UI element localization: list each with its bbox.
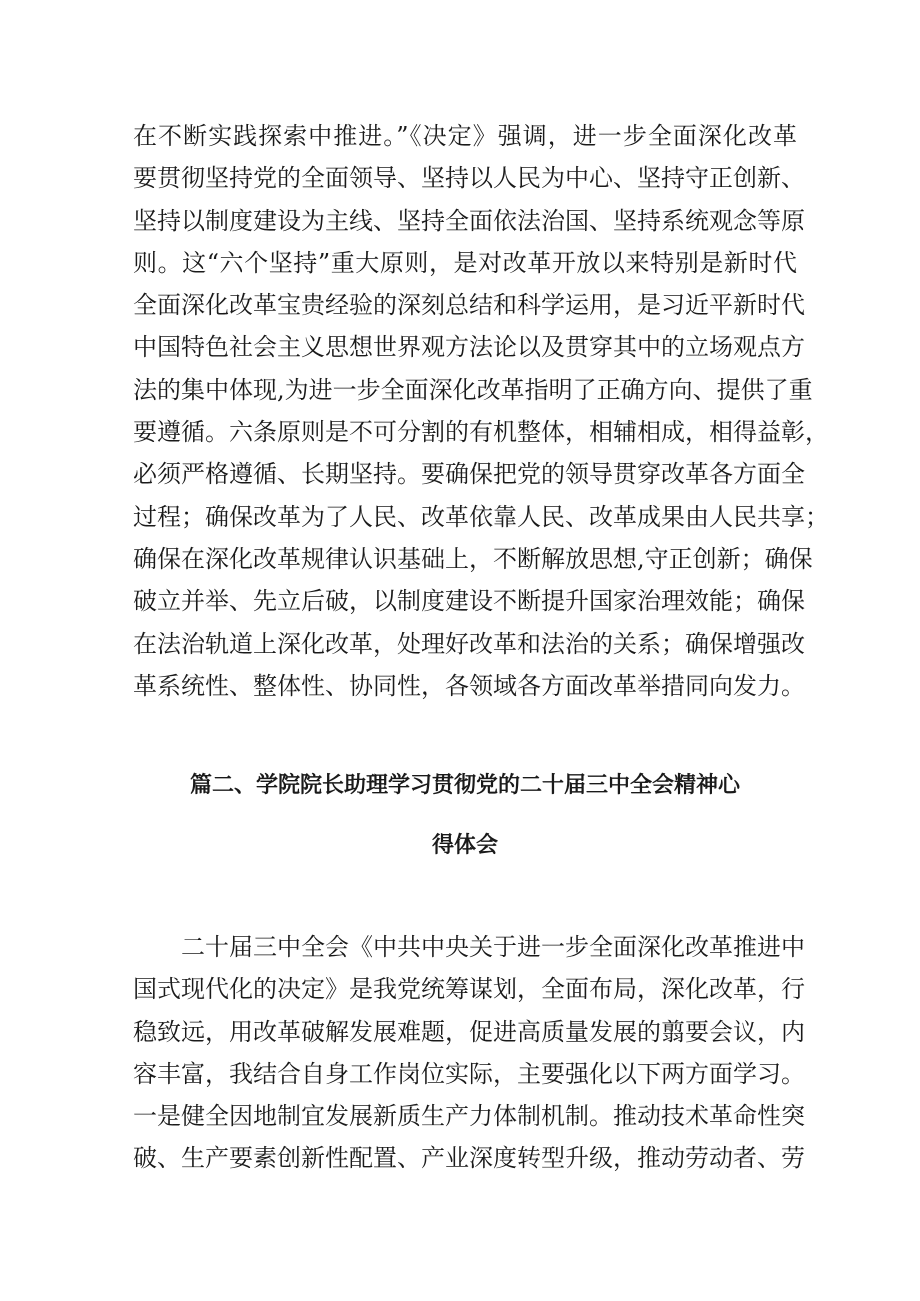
- text-line: 则。这“六个坚持”重大原则，是对改革开放以来特别是新时代: [133, 248, 797, 277]
- text-line: 要遵循。六条原则是不可分割的有机整体，相辅相成，相得益彰，: [133, 418, 829, 447]
- text-line: 在法治轨道上深化改革，处理好改革和法治的关系；确保增强改: [133, 629, 805, 658]
- text-line: 破立并举、先立后破，以制度建设不断提升国家治理效能；确保: [133, 587, 805, 616]
- text-line: 必须严格遵循、长期坚持。要确保把党的领导贯穿改革各方面全: [133, 460, 805, 489]
- text-line: 过程；确保改革为了人民、改革依靠人民、改革成果由人民共享；: [133, 502, 829, 531]
- text-line: 确保在深化改革规律认识基础上，不断解放思想,守正创新；确保: [133, 544, 813, 573]
- text-line: 稳致远，用改革破解发展难题，促进高质量发展的翦要会议，内: [133, 1017, 805, 1046]
- paragraph-principles: [133, 115, 829, 707]
- text-line: 在不断实践探索中推进。”《决定》强调，进一步全面深化改革: [133, 122, 797, 150]
- text-line: 法的集中体现,为进一步全面深化改革指明了正确方向、提供了重: [133, 375, 813, 404]
- paragraph-study-notes: [133, 926, 805, 1180]
- text-line: 容丰富，我结合自身工作岗位实际，主要强化以下两方面学习。: [133, 1059, 805, 1088]
- text-line: 破、生产要素创新性配置、产业深度转型升级，推动劳动者、劳: [133, 1144, 805, 1173]
- text-line: 坚持以制度建设为主线、坚持全面依法治国、坚持系统观念等原: [133, 206, 805, 235]
- text-line: 一是健全因地制宜发展新质生产力体制机制。推动技术革命性突: [133, 1102, 805, 1131]
- text-line: 要贯彻坚持党的全面领导、坚持以人民为中心、坚持守正创新、: [133, 164, 805, 193]
- text-line: 中国特色社会主义思想世界观方法论以及贯穿其中的立场观点方: [133, 333, 805, 362]
- section-heading-line-1: 篇二、学院院长助理学习贯彻党的二十届三中全会精神心: [189, 773, 740, 798]
- text-line: 全面深化改革宝贵经验的深刻总结和科学运用，是习近平新时代: [133, 291, 805, 320]
- text-line: 二十届三中全会《中共中央关于进一步全面深化改革推进中: [181, 933, 805, 961]
- section-heading-line-2: 得体会: [431, 833, 498, 858]
- text-line: 国式现代化的决定》是我党统筹谋划，全面布局，深化改革，行: [133, 975, 805, 1004]
- text-line: 革系统性、整体性、协同性，各领域各方面改革举措同向发力。: [133, 671, 805, 700]
